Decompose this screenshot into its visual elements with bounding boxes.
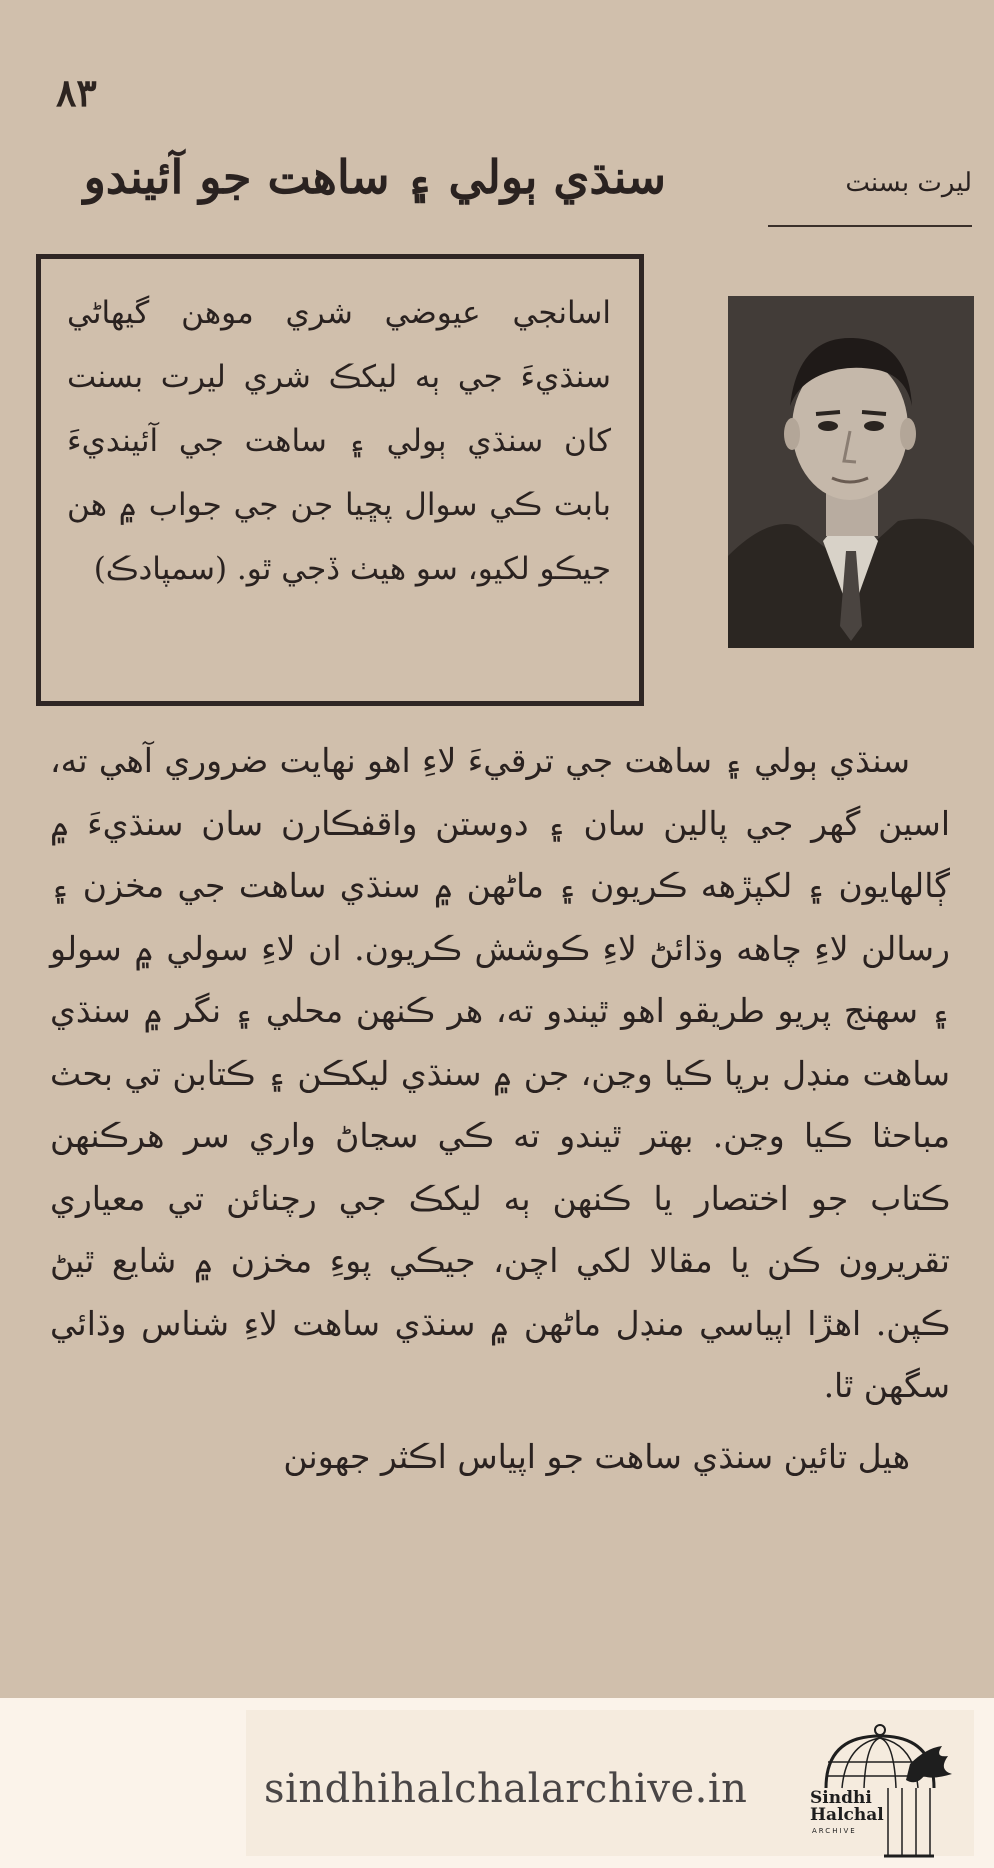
body-paragraph: سنڌي ٻولي ۽ ساهت جي ترقيءَ لاءِ اهو نهايت ضروري آهي ته، اسين گهر جي پالين سان ۽ دوستن واقفڪارن سان سنڌيءَ ۾ ڳالهايون ۽ لکپڙهه ڪريون ۽ ماڻهن ۾ سنڌي ساهت جي مخزن ۽ رسالن لاءِ چاهه وڌائڻ لاءِ ڪوشش ڪريون. ان لاءِ سولي ۾ سولو ۽ سهنج پريو طريقو اهو ٿيندو ته، هر ڪنهن محلي ۽ نگر ۾ سنڌي ساهت منڊل برپا ڪيا وڃن، جن ۾ سنڌي ليکڪن ۽ ڪتابن تي بحث مباحثا ڪيا وڃن. بهتر ٿيندو ته ڪي سڃاڻ واري سر هرڪنهن ڪتاب جو اختصار يا ڪنهن ٻه ليکڪ جي رچنائن تي معياري تقريرون ڪن يا مقالا لکي اچن، جيڪي پوءِ مخزن ۾ شايع ٿيڻ ڪپن. اهڙا اپياسي منڊل ماڻهن ۾ سنڌي ساهت لاءِ شناس وڌائي سگهن ٿا. — [50, 741, 950, 1405]
author-name: ليرت بسنت — [845, 168, 972, 198]
logo-wordmark — [810, 1790, 890, 1824]
logo-line-halchal: Halchal — [810, 1805, 884, 1825]
site-url-link[interactable]: sindhihalchalarchive.in — [264, 1766, 748, 1812]
archive-footer — [0, 1698, 994, 1868]
page-number: ۸۳ — [56, 70, 97, 115]
body-paragraph: هيل تائين سنڌي ساهت جو اپياس اڪثر جهونن — [283, 1436, 910, 1476]
editor-note-box — [36, 254, 644, 706]
author-divider — [768, 225, 972, 227]
article-body — [50, 730, 950, 1488]
logo-archive-label: ARCHIVE — [812, 1827, 857, 1835]
article-title: سنڌي ٻولي ۽ ساهت جو آئيندو — [83, 150, 666, 204]
logo-line-sindhi: Sindhi — [810, 1788, 872, 1808]
author-photo — [728, 296, 974, 648]
editor-note-text: اسانجي عيوضي شري موهن گيهاڻي سنڌيءَ جي ٻه ليکڪ شري ليرت بسنت کان سنڌي ٻولي ۽ ساهت جي آئينديءَ بابت ڪي سوال پڇيا جن جي جواب ۾ هن جيڪو لکيو، سو هيٺ ڏجي ٿو. (سمپادڪ) — [67, 295, 611, 587]
